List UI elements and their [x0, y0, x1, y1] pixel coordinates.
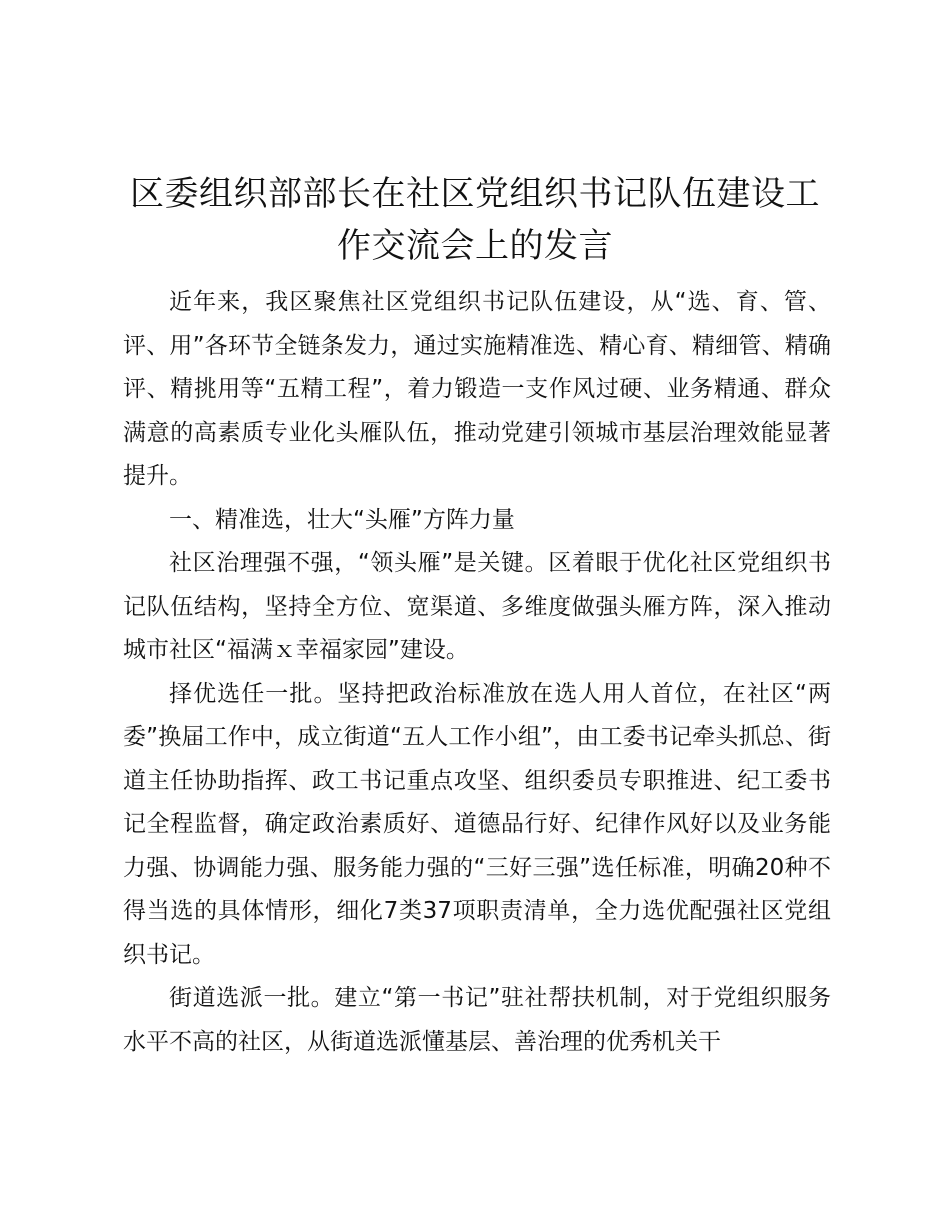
paragraph-section-1-intro: 社区治理强不强，“领头雁”是关键。区着眼于优化社区党组织书记队伍结构，坚持全方位、宽渠道、多维度做强头雁方阵，深入推动城市社区“福满ｘ幸福家园”建设。	[123, 550, 831, 663]
document-body	[123, 281, 831, 1064]
section-heading-1: 一、精准选，壮大“头雁”方阵力量	[169, 506, 515, 533]
paragraph-intro: 近年来，我区聚焦社区党组织书记队伍建设，从“选、育、管、评、用”各环节全链条发力，通过实施精准选、精心育、精细管、精确评、精挑用等“五精工程”，着力锻造一支作风过硬、业务精通、群众满意的高素质专业化头雁队伍，推动党建引领城市基层治理效能显著提升。	[123, 289, 831, 489]
paragraph-street-dispatch: 街道选派一批。建立“第一书记”驻社帮扶机制，对于党组织服务水平不高的社区，从街道选派懂基层、善治理的优秀机关干	[123, 985, 831, 1055]
paragraph-select-appoint: 择优选任一批。坚持把政治标准放在选人用人首位，在社区“两委”换届工作中，成立街道“五人工作小组”，由工委书记牵头抓总、街道主任协助指挥、政工书记重点攻坚、组织委员专职推进、纪工委书记全程监督，确定政治素质好、道德品行好、纪律作风好以及业务能力强、协调能力强、服务能力强的“三好三强”选任标准，明确20种不得当选的具体情形，细化7类37项职责清单，全力选优配强社区党组织书记。	[123, 680, 831, 968]
document-title: 区委组织部部长在社区党组织书记队伍建设工作交流会上的发言	[130, 174, 820, 266]
